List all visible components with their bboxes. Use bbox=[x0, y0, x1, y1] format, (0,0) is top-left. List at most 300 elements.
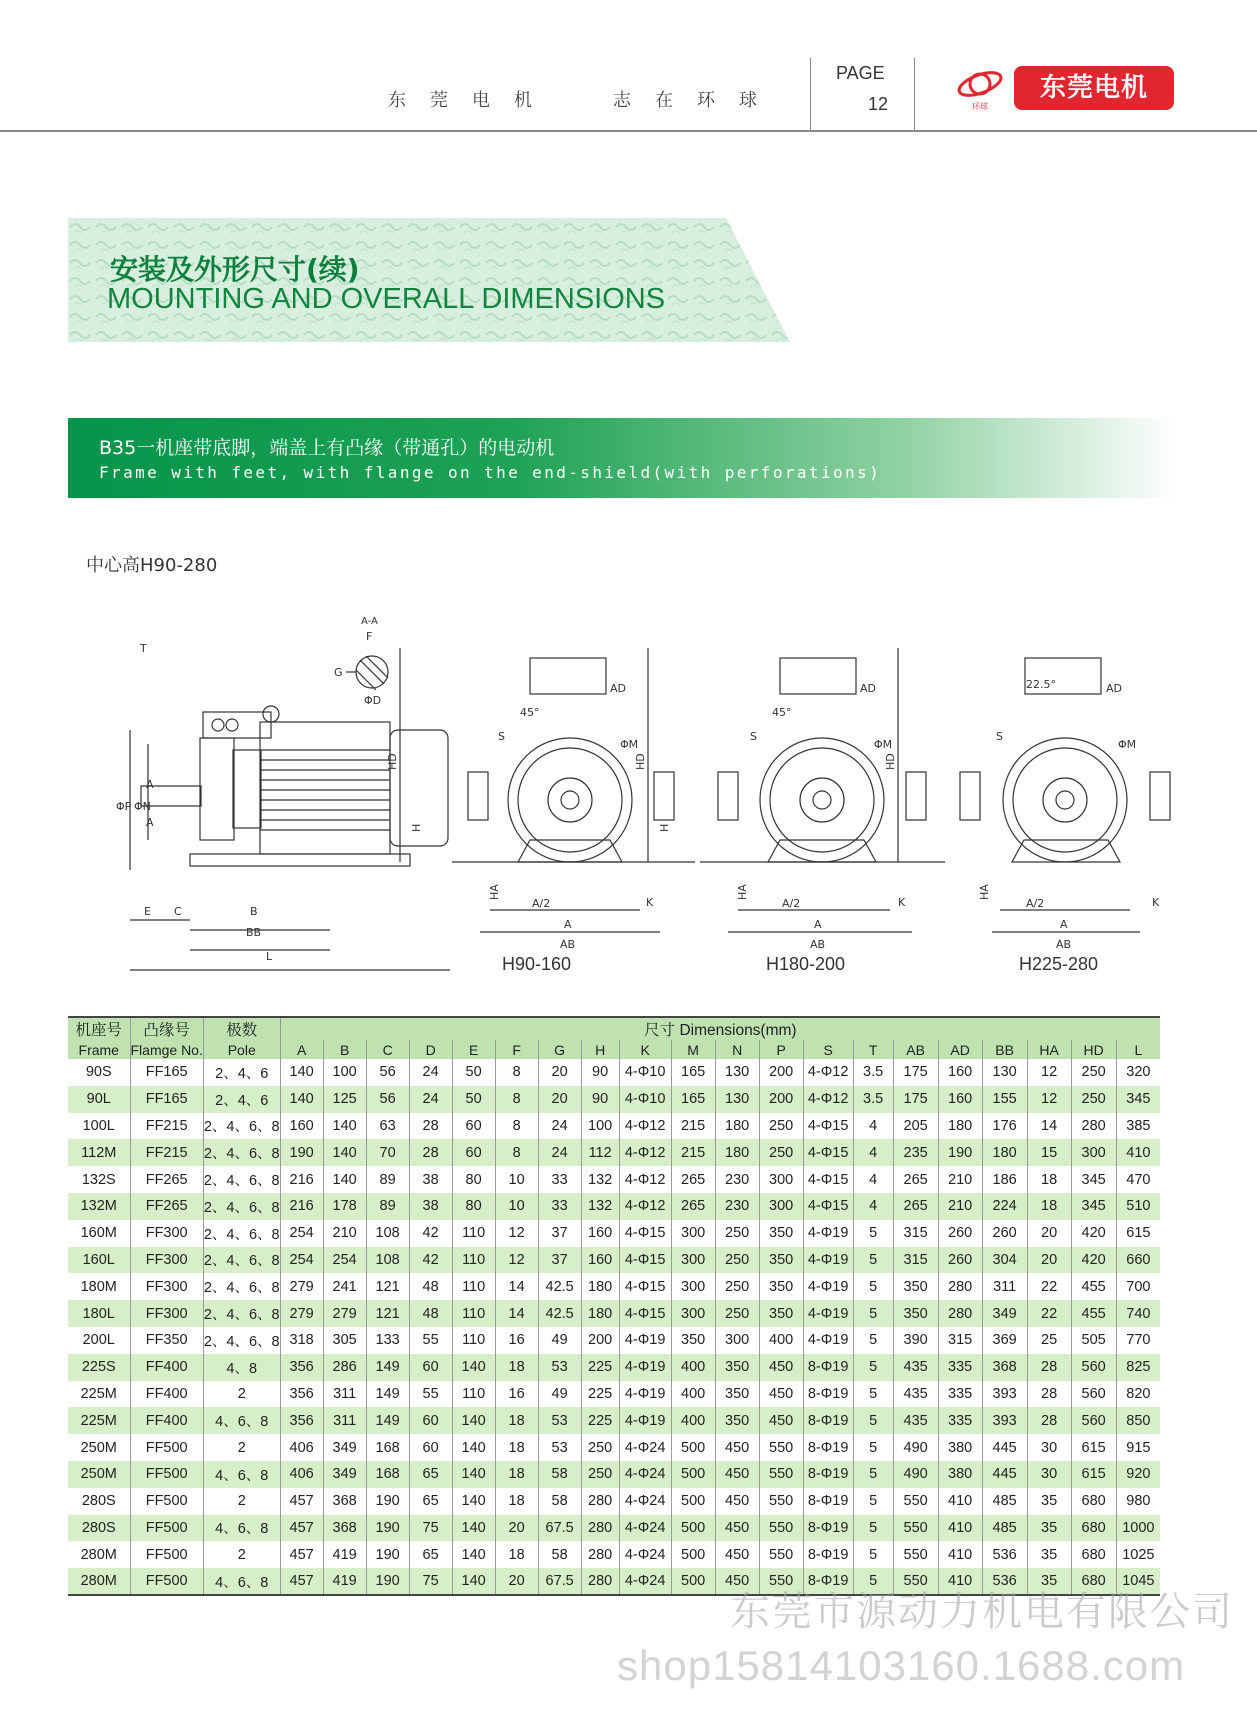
dim-cell: 560 bbox=[1071, 1354, 1116, 1381]
header-rule bbox=[0, 130, 1257, 132]
dim-cell: 250 bbox=[759, 1139, 803, 1166]
dim-cell: 35 bbox=[1027, 1541, 1071, 1568]
col-header-dim: HA bbox=[1027, 1040, 1071, 1059]
dim-cell: 550 bbox=[893, 1541, 938, 1568]
dim-cell: 110 bbox=[452, 1381, 495, 1408]
table-row bbox=[68, 1461, 1160, 1488]
dim-label: ΦM bbox=[1118, 738, 1137, 751]
dim-label: ΦP bbox=[116, 800, 132, 813]
dim-cell: 90 bbox=[581, 1086, 619, 1113]
dim-cell: 48 bbox=[409, 1273, 452, 1300]
dim-cell: 18 bbox=[1027, 1193, 1071, 1220]
table-row bbox=[68, 1247, 1160, 1274]
dim-cell: 335 bbox=[938, 1381, 982, 1408]
dim-cell: 4-Φ12 bbox=[803, 1086, 853, 1113]
dim-cell: 915 bbox=[1116, 1434, 1160, 1461]
pole-cell: 2 bbox=[203, 1434, 280, 1461]
frame-cell: 160L bbox=[68, 1247, 130, 1274]
dim-cell: 5 bbox=[853, 1220, 893, 1247]
dimension-drawings bbox=[116, 600, 1170, 980]
dim-label: H bbox=[658, 823, 671, 832]
col-header-dim: C bbox=[366, 1040, 409, 1059]
dim-cell: 149 bbox=[366, 1407, 409, 1434]
dim-cell: 140 bbox=[452, 1541, 495, 1568]
dim-cell: 279 bbox=[280, 1300, 323, 1327]
col-header-dim: D bbox=[409, 1040, 452, 1059]
dim-cell: 140 bbox=[452, 1488, 495, 1515]
dim-cell: 60 bbox=[409, 1434, 452, 1461]
dim-cell: 130 bbox=[715, 1059, 759, 1086]
dim-cell: 311 bbox=[323, 1407, 366, 1434]
dim-cell: 380 bbox=[938, 1461, 982, 1488]
dim-cell: 190 bbox=[366, 1568, 409, 1595]
col-header-dim: H bbox=[581, 1040, 619, 1059]
dim-cell: 349 bbox=[323, 1434, 366, 1461]
col-header-dim: T bbox=[853, 1040, 893, 1059]
dim-cell: 140 bbox=[323, 1166, 366, 1193]
dim-label: 45° bbox=[772, 706, 792, 719]
col-header-pole-cn: 极数 bbox=[203, 1017, 280, 1040]
dim-cell: 4-Φ19 bbox=[619, 1327, 671, 1354]
pole-cell: 4、8 bbox=[203, 1354, 280, 1381]
dim-cell: 4-Φ24 bbox=[619, 1515, 671, 1542]
dim-cell: 280 bbox=[581, 1488, 619, 1515]
dim-cell: 65 bbox=[409, 1488, 452, 1515]
dim-cell: 435 bbox=[893, 1407, 938, 1434]
dim-cell: 250 bbox=[581, 1461, 619, 1488]
table-row bbox=[68, 1515, 1160, 1542]
dim-cell: 420 bbox=[1071, 1220, 1116, 1247]
dim-cell: 80 bbox=[452, 1193, 495, 1220]
pole-cell: 2 bbox=[203, 1541, 280, 1568]
dim-cell: 250 bbox=[1071, 1059, 1116, 1086]
dim-cell: 210 bbox=[938, 1166, 982, 1193]
dim-cell: 300 bbox=[715, 1327, 759, 1354]
dim-cell: 80 bbox=[452, 1166, 495, 1193]
dim-cell: 279 bbox=[280, 1273, 323, 1300]
dim-cell: 49 bbox=[538, 1381, 581, 1408]
dim-cell: 49 bbox=[538, 1327, 581, 1354]
dim-cell: 350 bbox=[715, 1354, 759, 1381]
dim-cell: 457 bbox=[280, 1568, 323, 1595]
table-row bbox=[68, 1300, 1160, 1327]
dim-cell: 260 bbox=[938, 1247, 982, 1274]
dim-cell: 89 bbox=[366, 1193, 409, 1220]
dim-cell: 300 bbox=[671, 1300, 715, 1327]
dim-cell: 140 bbox=[452, 1434, 495, 1461]
dim-cell: 485 bbox=[982, 1488, 1027, 1515]
dim-cell: 210 bbox=[938, 1193, 982, 1220]
dim-cell: 12 bbox=[1027, 1086, 1071, 1113]
dim-cell: 12 bbox=[1027, 1059, 1071, 1086]
section-title-en: MOUNTING AND OVERALL DIMENSIONS bbox=[107, 283, 666, 315]
dim-cell: 89 bbox=[366, 1166, 409, 1193]
dim-cell: 349 bbox=[323, 1461, 366, 1488]
dim-label: AD bbox=[860, 682, 876, 695]
flange-cell: FF265 bbox=[130, 1193, 203, 1220]
dim-cell: 280 bbox=[581, 1541, 619, 1568]
dim-cell: 406 bbox=[280, 1461, 323, 1488]
pole-cell: 2、4、6、8 bbox=[203, 1273, 280, 1300]
dim-label: A bbox=[1060, 918, 1068, 931]
frame-cell: 250M bbox=[80, 1439, 117, 1456]
frame-cell: 225M bbox=[68, 1407, 130, 1434]
dim-cell: 435 bbox=[893, 1381, 938, 1408]
frame-cell: 280S bbox=[81, 1493, 116, 1510]
dim-cell: 18 bbox=[495, 1461, 538, 1488]
dim-cell: 4-Φ12 bbox=[619, 1193, 671, 1220]
dim-cell: 28 bbox=[1027, 1381, 1071, 1408]
col-header-pole-en: Pole bbox=[203, 1040, 280, 1059]
dim-label: E bbox=[144, 905, 151, 918]
dim-cell: 315 bbox=[893, 1247, 938, 1274]
flange-cell: FF400 bbox=[130, 1381, 203, 1408]
frame-cell: 90S bbox=[85, 1064, 112, 1081]
dim-cell: 190 bbox=[366, 1488, 409, 1515]
dim-label: A bbox=[146, 816, 154, 829]
flange-cell: FF500 bbox=[130, 1488, 203, 1515]
dim-cell: 300 bbox=[759, 1193, 803, 1220]
col-header-dim: HD bbox=[1071, 1040, 1116, 1059]
dim-label: B bbox=[250, 905, 258, 918]
divider bbox=[810, 58, 811, 132]
dim-cell: 37 bbox=[538, 1247, 581, 1274]
slogan: 志在环球 bbox=[613, 90, 781, 111]
dim-cell: 920 bbox=[1116, 1461, 1160, 1488]
dim-cell: 850 bbox=[1116, 1407, 1160, 1434]
section-title-cn: 安装及外形尺寸(续) bbox=[110, 253, 360, 286]
dim-cell: 4-Φ19 bbox=[803, 1220, 853, 1247]
dim-cell: 4-Φ10 bbox=[619, 1059, 671, 1086]
dim-cell: 24 bbox=[409, 1059, 452, 1086]
dim-cell: 24 bbox=[538, 1139, 581, 1166]
dim-cell: 8-Φ19 bbox=[803, 1488, 853, 1515]
dim-cell: 500 bbox=[671, 1461, 715, 1488]
dim-cell: 18 bbox=[495, 1434, 538, 1461]
dim-label: AB bbox=[1056, 938, 1072, 951]
drawing-caption: H180-200 bbox=[766, 954, 846, 974]
dim-cell: 4-Φ15 bbox=[803, 1166, 853, 1193]
frame-cell: 90L bbox=[68, 1086, 130, 1113]
dim-cell: 450 bbox=[715, 1488, 759, 1515]
dim-cell: 215 bbox=[671, 1139, 715, 1166]
dim-cell: 505 bbox=[1071, 1327, 1116, 1354]
pole-cell: 2、4、6、8 bbox=[203, 1113, 280, 1140]
col-header-dim: AD bbox=[938, 1040, 982, 1059]
dim-cell: 125 bbox=[323, 1086, 366, 1113]
frame-cell: 225M bbox=[80, 1385, 117, 1402]
table-row bbox=[68, 1220, 1160, 1247]
pole-cell: 2、4、6、8 bbox=[203, 1139, 280, 1166]
dim-cell: 490 bbox=[893, 1461, 938, 1488]
dim-cell: 770 bbox=[1116, 1327, 1160, 1354]
dim-cell: 130 bbox=[982, 1059, 1027, 1086]
dim-cell: 20 bbox=[538, 1059, 581, 1086]
dim-cell: 393 bbox=[982, 1381, 1027, 1408]
dim-cell: 100 bbox=[323, 1059, 366, 1086]
dim-cell: 60 bbox=[452, 1113, 495, 1140]
dim-label: F bbox=[366, 630, 373, 643]
dim-label: 22.5° bbox=[1026, 678, 1056, 691]
dim-cell: 5 bbox=[853, 1327, 893, 1354]
dim-cell: 200 bbox=[581, 1327, 619, 1354]
dim-cell: 420 bbox=[1071, 1247, 1116, 1274]
dim-cell: 8-Φ19 bbox=[803, 1434, 853, 1461]
dim-cell: 445 bbox=[982, 1434, 1027, 1461]
dim-cell: 160 bbox=[938, 1059, 982, 1086]
dim-cell: 5 bbox=[853, 1461, 893, 1488]
dim-cell: 450 bbox=[715, 1541, 759, 1568]
dim-cell: 550 bbox=[759, 1488, 803, 1515]
dim-cell: 311 bbox=[982, 1273, 1027, 1300]
dim-cell: 5 bbox=[853, 1541, 893, 1568]
dim-cell: 250 bbox=[715, 1247, 759, 1274]
dim-cell: 224 bbox=[982, 1193, 1027, 1220]
dim-cell: 3.5 bbox=[853, 1059, 893, 1086]
dim-cell: 4-Φ15 bbox=[803, 1139, 853, 1166]
dim-cell: 132 bbox=[581, 1166, 619, 1193]
dim-label: HD bbox=[386, 753, 399, 770]
dim-label: L bbox=[266, 950, 273, 963]
table-row bbox=[68, 1086, 1160, 1113]
dim-cell: 100 bbox=[581, 1113, 619, 1140]
dim-cell: 280 bbox=[581, 1515, 619, 1542]
dim-cell: 110 bbox=[452, 1273, 495, 1300]
dim-cell: 160 bbox=[581, 1247, 619, 1274]
dim-cell: 265 bbox=[671, 1166, 715, 1193]
dim-cell: 4 bbox=[853, 1113, 893, 1140]
flange-cell: FF500 bbox=[130, 1461, 203, 1488]
dim-label: HA bbox=[736, 884, 749, 900]
flange-cell: FF300 bbox=[130, 1300, 203, 1327]
flange-cell: FF350 bbox=[130, 1327, 203, 1354]
dim-cell: 300 bbox=[671, 1220, 715, 1247]
dim-cell: 4-Φ24 bbox=[619, 1568, 671, 1595]
dim-cell: 5 bbox=[853, 1434, 893, 1461]
dim-cell: 20 bbox=[1027, 1247, 1071, 1274]
dim-cell: 350 bbox=[759, 1220, 803, 1247]
side-view-labels bbox=[116, 630, 381, 963]
dim-cell: 190 bbox=[280, 1139, 323, 1166]
dim-cell: 4-Φ19 bbox=[619, 1407, 671, 1434]
dim-cell: 140 bbox=[452, 1461, 495, 1488]
dim-cell: 58 bbox=[538, 1461, 581, 1488]
dim-cell: 55 bbox=[409, 1381, 452, 1408]
dim-cell: 216 bbox=[280, 1166, 323, 1193]
dim-cell: 3.5 bbox=[853, 1086, 893, 1113]
dim-cell: 615 bbox=[1116, 1220, 1160, 1247]
dim-cell: 20 bbox=[538, 1086, 581, 1113]
dim-cell: 315 bbox=[938, 1327, 982, 1354]
pole-cell: 4、6、8 bbox=[203, 1407, 280, 1434]
dim-cell: 10 bbox=[495, 1166, 538, 1193]
flange-cell: FF400 bbox=[130, 1354, 203, 1381]
dim-cell: 48 bbox=[409, 1300, 452, 1327]
dim-cell: 56 bbox=[366, 1086, 409, 1113]
dimensions-header: 尺寸 Dimensions(mm) bbox=[280, 1017, 1160, 1040]
dim-cell: 550 bbox=[759, 1541, 803, 1568]
dim-cell: 305 bbox=[323, 1327, 366, 1354]
dim-cell: 16 bbox=[495, 1327, 538, 1354]
flange-cell: FF265 bbox=[130, 1166, 203, 1193]
flange-cell: FF400 bbox=[130, 1407, 203, 1434]
dim-label: AB bbox=[810, 938, 826, 951]
dim-cell: 4-Φ15 bbox=[619, 1220, 671, 1247]
dim-cell: 410 bbox=[938, 1488, 982, 1515]
dim-cell: 168 bbox=[366, 1434, 409, 1461]
dim-cell: 10 bbox=[495, 1193, 538, 1220]
dim-label: A bbox=[146, 778, 154, 791]
dim-cell: 470 bbox=[1116, 1166, 1160, 1193]
dim-cell: 20 bbox=[1027, 1220, 1071, 1247]
dim-label: BB bbox=[246, 926, 262, 939]
dim-cell: 350 bbox=[671, 1327, 715, 1354]
dim-cell: 140 bbox=[280, 1086, 323, 1113]
frame-cell: 280M bbox=[80, 1546, 117, 1563]
dim-cell: 20 bbox=[495, 1515, 538, 1542]
banner-title-en: Frame with feet, with flange on the end-shield(with perforations) bbox=[99, 463, 882, 482]
col-header-dim: F bbox=[495, 1040, 538, 1059]
dim-cell: 4-Φ19 bbox=[803, 1247, 853, 1274]
dim-cell: 450 bbox=[715, 1461, 759, 1488]
dim-cell: 280 bbox=[1071, 1113, 1116, 1140]
dim-cell: 250 bbox=[715, 1220, 759, 1247]
dim-cell: 419 bbox=[323, 1568, 366, 1595]
dim-cell: 4-Φ12 bbox=[619, 1113, 671, 1140]
dim-label: AD bbox=[1106, 682, 1122, 695]
dim-cell: 35 bbox=[1027, 1568, 1071, 1595]
dim-cell: 8-Φ19 bbox=[803, 1541, 853, 1568]
table-row bbox=[68, 1381, 1160, 1408]
dim-cell: 216 bbox=[280, 1193, 323, 1220]
dim-label: A/2 bbox=[1026, 897, 1045, 910]
dim-cell: 260 bbox=[938, 1220, 982, 1247]
dim-cell: 241 bbox=[323, 1273, 366, 1300]
dim-cell: 368 bbox=[323, 1515, 366, 1542]
dim-cell: 393 bbox=[982, 1407, 1027, 1434]
dim-cell: 4-Φ19 bbox=[803, 1300, 853, 1327]
frame-cell: 180M bbox=[80, 1278, 117, 1295]
dim-cell: 350 bbox=[759, 1300, 803, 1327]
dim-cell: 286 bbox=[323, 1354, 366, 1381]
dim-cell: 500 bbox=[671, 1434, 715, 1461]
dim-cell: 280 bbox=[581, 1568, 619, 1595]
dim-cell: 400 bbox=[671, 1354, 715, 1381]
dim-cell: 820 bbox=[1116, 1381, 1160, 1408]
dim-cell: 254 bbox=[280, 1247, 323, 1274]
dim-cell: 4-Φ12 bbox=[619, 1139, 671, 1166]
dim-cell: 18 bbox=[495, 1488, 538, 1515]
dim-label: ΦM bbox=[620, 738, 639, 751]
dim-label: HA bbox=[488, 884, 501, 900]
dim-cell: 318 bbox=[280, 1327, 323, 1354]
dim-cell: 180 bbox=[581, 1300, 619, 1327]
dim-cell: 225 bbox=[581, 1407, 619, 1434]
dim-cell: 5 bbox=[853, 1381, 893, 1408]
pole-cell: 4、6、8 bbox=[203, 1515, 280, 1542]
dim-cell: 90 bbox=[581, 1059, 619, 1086]
table-row bbox=[68, 1113, 1160, 1140]
pole-cell: 2、4、6、8 bbox=[203, 1166, 280, 1193]
dim-cell: 356 bbox=[280, 1407, 323, 1434]
dim-cell: 825 bbox=[1116, 1354, 1160, 1381]
dim-cell: 4 bbox=[853, 1139, 893, 1166]
dim-cell: 450 bbox=[759, 1407, 803, 1434]
dim-cell: 4-Φ15 bbox=[803, 1113, 853, 1140]
dim-cell: 190 bbox=[938, 1139, 982, 1166]
dim-cell: 112 bbox=[581, 1139, 619, 1166]
dim-cell: 560 bbox=[1071, 1407, 1116, 1434]
dim-label: ΦN bbox=[134, 800, 151, 813]
dim-cell: 435 bbox=[893, 1354, 938, 1381]
pole-cell: 2 bbox=[203, 1381, 280, 1408]
dim-cell: 14 bbox=[495, 1300, 538, 1327]
col-header-frame-en: Frame bbox=[68, 1040, 130, 1059]
dim-cell: 140 bbox=[452, 1407, 495, 1434]
dim-cell: 4-Φ12 bbox=[619, 1166, 671, 1193]
dim-cell: 67.5 bbox=[538, 1515, 581, 1542]
col-header-dim: S bbox=[803, 1040, 853, 1059]
dim-cell: 180 bbox=[581, 1273, 619, 1300]
dim-cell: 24 bbox=[409, 1086, 452, 1113]
dim-cell: 33 bbox=[538, 1193, 581, 1220]
dim-cell: 335 bbox=[938, 1407, 982, 1434]
dim-cell: 70 bbox=[366, 1139, 409, 1166]
pole-cell: 2、4、6 bbox=[203, 1059, 280, 1086]
dim-label: C bbox=[174, 905, 182, 918]
dim-cell: 265 bbox=[671, 1193, 715, 1220]
dimensions-table bbox=[68, 1016, 1160, 1596]
dim-cell: 60 bbox=[409, 1354, 452, 1381]
dim-cell: 160 bbox=[938, 1086, 982, 1113]
page-header bbox=[0, 0, 1257, 132]
dim-cell: 12 bbox=[495, 1220, 538, 1247]
dim-label: S bbox=[498, 730, 505, 743]
dim-cell: 700 bbox=[1116, 1273, 1160, 1300]
pole-cell: 2、4、6、8 bbox=[203, 1327, 280, 1354]
table-row bbox=[68, 1354, 1160, 1381]
pole-cell: 2、4、6、8 bbox=[203, 1300, 280, 1327]
dim-cell: 485 bbox=[982, 1515, 1027, 1542]
dim-cell: 368 bbox=[982, 1354, 1027, 1381]
dim-cell: 58 bbox=[538, 1541, 581, 1568]
dim-cell: 265 bbox=[893, 1193, 938, 1220]
dim-cell: 205 bbox=[893, 1113, 938, 1140]
center-height-range: 中心高H90-280 bbox=[86, 555, 218, 576]
dim-cell: 410 bbox=[938, 1541, 982, 1568]
dim-label: K bbox=[898, 896, 906, 909]
dim-cell: 280 bbox=[938, 1273, 982, 1300]
col-header-dim: M bbox=[671, 1040, 715, 1059]
dim-cell: 345 bbox=[1116, 1086, 1160, 1113]
dim-cell: 53 bbox=[538, 1434, 581, 1461]
dim-cell: 65 bbox=[409, 1541, 452, 1568]
dim-cell: 8-Φ19 bbox=[803, 1461, 853, 1488]
col-header-frame-cn: 机座号 bbox=[68, 1017, 130, 1040]
table-row bbox=[68, 1488, 1160, 1515]
dim-cell: 140 bbox=[323, 1113, 366, 1140]
pole-cell: 2 bbox=[203, 1488, 280, 1515]
dim-cell: 4-Φ12 bbox=[803, 1059, 853, 1086]
flange-cell: FF300 bbox=[130, 1247, 203, 1274]
dim-cell: 22 bbox=[1027, 1273, 1071, 1300]
dim-cell: 8 bbox=[495, 1113, 538, 1140]
dim-cell: 250 bbox=[1071, 1086, 1116, 1113]
pole-cell: 2、4、6、8 bbox=[203, 1247, 280, 1274]
dim-cell: 350 bbox=[715, 1381, 759, 1408]
dim-cell: 53 bbox=[538, 1407, 581, 1434]
dim-cell: 356 bbox=[280, 1354, 323, 1381]
